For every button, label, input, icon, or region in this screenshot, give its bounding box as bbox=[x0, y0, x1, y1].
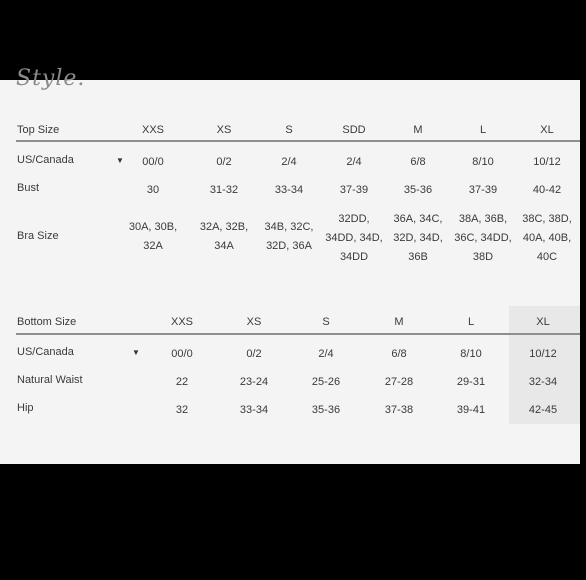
top-cell: 0/2 bbox=[216, 156, 232, 168]
top-size-header-xxs: XXS bbox=[141, 124, 164, 136]
top-row-label: Bust bbox=[17, 182, 40, 194]
style-heading: Style. bbox=[16, 66, 86, 91]
bottom-size-header-m: M bbox=[394, 316, 404, 328]
top-size-header-sdd: SDD bbox=[342, 124, 366, 136]
top-header-divider bbox=[16, 140, 580, 142]
bottom-row-label: Natural Waist bbox=[17, 374, 83, 386]
top-cell: 37-39 bbox=[339, 184, 369, 196]
top-cell: 33-34 bbox=[274, 184, 304, 196]
top-cell-line: 40C bbox=[536, 251, 558, 263]
top-cell: 35-36 bbox=[403, 184, 433, 196]
bottom-cell: 6/8 bbox=[391, 348, 407, 360]
bottom-cell: 00/0 bbox=[171, 348, 193, 360]
top-cell: 2/4 bbox=[346, 156, 362, 168]
bottom-cell: 37-38 bbox=[384, 404, 414, 416]
bottom-size-header-xxs: XXS bbox=[170, 316, 193, 328]
bottom-cell: 8/10 bbox=[460, 348, 482, 360]
bottom-cell: 10/12 bbox=[529, 348, 557, 360]
top-row-label: US/Canada bbox=[17, 154, 74, 166]
bottom-cell: 25-26 bbox=[311, 376, 341, 388]
top-cell-line: 36B bbox=[408, 251, 428, 263]
top-cell: 37-39 bbox=[468, 184, 498, 196]
bottom-size-header-xl: XL bbox=[536, 316, 550, 328]
bottom-header-divider bbox=[16, 333, 580, 335]
top-cell-line: 38A, 36B, bbox=[458, 213, 508, 225]
top-cell: 00/0 bbox=[142, 156, 164, 168]
top-size-header-label: Top Size bbox=[17, 124, 60, 136]
top-cell-line: 34DD, 34D, bbox=[325, 232, 383, 244]
bottom-cell: 32-34 bbox=[528, 376, 558, 388]
top-cell-line: 32A, 32B, bbox=[199, 221, 249, 233]
bottom-cell: 35-36 bbox=[311, 404, 341, 416]
top-size-header-m: M bbox=[413, 124, 423, 136]
top-cell: 31-32 bbox=[209, 184, 239, 196]
bottom-cell: 0/2 bbox=[246, 348, 262, 360]
bottom-size-header-xs: XS bbox=[246, 316, 262, 328]
bottom-size-header-label: Bottom Size bbox=[17, 316, 77, 328]
top-cell-line: 36A, 34C, bbox=[393, 213, 443, 225]
top-size-header-xs: XS bbox=[216, 124, 232, 136]
size-chart-panel bbox=[0, 66, 580, 464]
top-cell-line: 40A, 40B, bbox=[522, 232, 572, 244]
top-cell-line: 34A bbox=[214, 240, 234, 252]
bottom-cell: 33-34 bbox=[239, 404, 269, 416]
bottom-cell: 42-45 bbox=[528, 404, 558, 416]
top-cell-line: 38D bbox=[472, 251, 494, 263]
top-cell: 8/10 bbox=[472, 156, 494, 168]
top-cell: 2/4 bbox=[281, 156, 297, 168]
bottom-cell: 22 bbox=[175, 376, 189, 388]
bottom-cell: 32 bbox=[175, 404, 189, 416]
top-cell-line: 32D, 34D, bbox=[393, 232, 443, 244]
top-cell bbox=[114, 218, 192, 256]
top-cell-line: 34B, 32C, bbox=[264, 221, 314, 233]
top-cell-line: 32D, 36A bbox=[266, 240, 312, 252]
top-cell-line: 34DD bbox=[339, 251, 369, 263]
top-cell-line: 30A, 30B, bbox=[128, 221, 178, 233]
bottom-cell: 39-41 bbox=[456, 404, 486, 416]
bottom-cell: 27-28 bbox=[384, 376, 414, 388]
caret-down-icon[interactable]: ▼ bbox=[132, 348, 140, 357]
top-cell: 10/12 bbox=[533, 156, 561, 168]
bottom-size-header-s: S bbox=[322, 316, 330, 328]
top-cell-line: 32DD, bbox=[338, 213, 370, 225]
bottom-size-header-l: L bbox=[467, 316, 475, 328]
bottom-cell: 23-24 bbox=[239, 376, 269, 388]
top-cell bbox=[508, 210, 586, 267]
bottom-row-label: Hip bbox=[17, 402, 34, 414]
top-cell-line: 38C, 38D, bbox=[522, 213, 572, 225]
top-size-header-xl: XL bbox=[540, 124, 554, 136]
top-cell-line: 36C, 34DD, bbox=[454, 232, 512, 244]
top-cell: 40-42 bbox=[532, 184, 562, 196]
caret-down-icon[interactable]: ▼ bbox=[116, 156, 124, 165]
top-size-header-s: S bbox=[285, 124, 293, 136]
bottom-cell: 29-31 bbox=[456, 376, 486, 388]
top-row-label: Bra Size bbox=[17, 230, 59, 242]
top-cell-line: 32A bbox=[143, 240, 163, 252]
top-cell: 30 bbox=[146, 184, 160, 196]
top-size-header-l: L bbox=[479, 124, 487, 136]
bottom-cell: 2/4 bbox=[318, 348, 334, 360]
top-cell: 6/8 bbox=[410, 156, 426, 168]
bottom-row-label: US/Canada bbox=[17, 346, 74, 358]
